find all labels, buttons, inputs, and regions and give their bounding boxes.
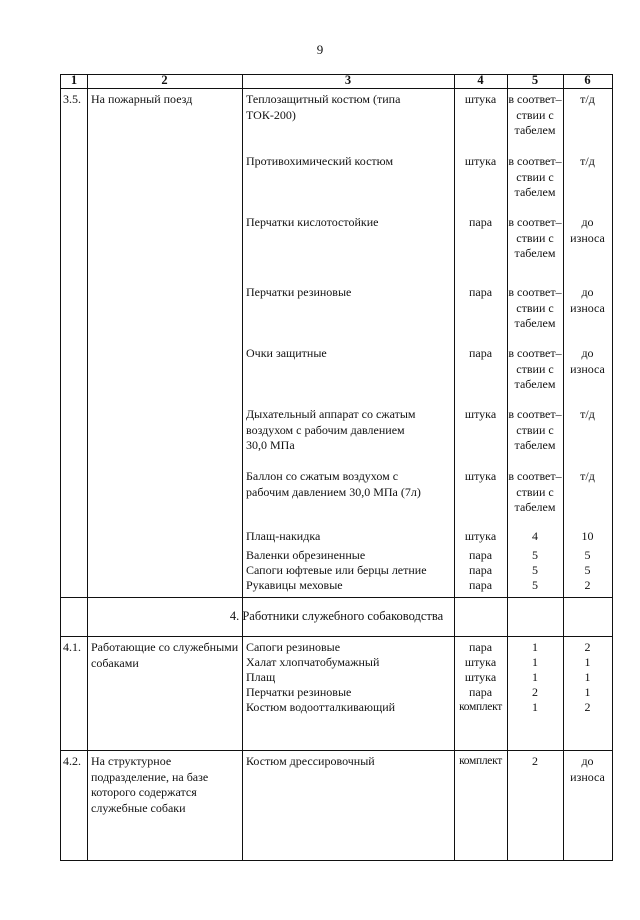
item-unit: штука (464, 92, 497, 106)
item-qty: 5 (532, 548, 538, 562)
item-term: 2 (584, 640, 591, 654)
item-term: 5 (584, 563, 591, 577)
item-qty: 5 (532, 563, 538, 577)
row-number: 3.5. (63, 92, 81, 106)
item-name: Дыхательный аппарат со сжатым воздухом с рабочим давлением 30,0 МПа (246, 407, 416, 452)
row-category: Работающие со служебными собаками (91, 640, 239, 670)
item-unit: пара (468, 640, 493, 654)
col-divider-1 (87, 74, 88, 860)
item-name: Плащ (246, 670, 276, 684)
item-term: 5 (584, 548, 591, 562)
header-col-2: 2 (161, 73, 168, 87)
item-unit: пара (468, 578, 493, 592)
item-unit: штука (464, 655, 497, 669)
item-name: Халат хлопчатобумажный (246, 655, 380, 669)
item-qty: 2 (532, 754, 538, 768)
item-unit: комплект (459, 755, 502, 767)
col-divider-5 (563, 74, 564, 860)
section-4-bottom-border (61, 636, 612, 637)
item-qty: 5 (532, 578, 538, 592)
item-name: Перчатки резиновые (246, 685, 352, 699)
row-35-bottom-border (61, 597, 612, 598)
item-name: Валенки обрезиненные (246, 548, 366, 562)
item-qty: 1 (532, 670, 538, 684)
item-qty: 1 (532, 640, 538, 654)
item-name: Противохимический костюм (246, 154, 394, 168)
item-unit: штука (464, 154, 497, 168)
row-category: На пожарный поезд (91, 92, 193, 106)
item-unit: штука (464, 407, 497, 421)
row-category: На структурное подразделение, на базе которого содержатся служебные собаки (91, 754, 209, 815)
item-term: 1 (584, 670, 591, 684)
item-qty: в соответ–ствии с табелем (508, 154, 562, 199)
item-qty: в соответ–ствии с табелем (508, 285, 562, 330)
row-number: 4.1. (63, 640, 81, 654)
item-term: до износа (570, 346, 605, 376)
item-name: Перчатки резиновые (246, 285, 352, 299)
item-term: до износа (570, 215, 605, 245)
item-unit: штука (464, 529, 497, 543)
item-term: 1 (584, 655, 591, 669)
item-name: Костюм водоотталкивающий (246, 700, 396, 714)
item-unit: пара (468, 346, 493, 360)
page-number: 9 (316, 42, 324, 57)
item-unit: комплект (459, 701, 502, 713)
header-col-6: 6 (584, 73, 591, 87)
item-term: т/д (580, 407, 595, 421)
item-name: Перчатки кислотостойкие (246, 215, 379, 229)
item-unit: пара (468, 563, 493, 577)
row-number: 4.2. (63, 754, 81, 768)
item-term: 2 (584, 578, 591, 592)
item-qty: в соответ–ствии с табелем (508, 346, 562, 391)
row-41-bottom-border (61, 750, 612, 751)
item-qty: 4 (532, 529, 538, 543)
item-unit: пара (468, 685, 493, 699)
col-divider-2 (242, 74, 243, 860)
item-name: Теплозащитный костюм (типа ТОК-200) (246, 92, 401, 122)
item-term: до износа (570, 285, 605, 315)
item-term: 1 (584, 685, 591, 699)
item-unit: штука (464, 469, 497, 483)
item-qty: 2 (532, 685, 538, 699)
header-col-3: 3 (344, 73, 352, 87)
item-term: до износа (570, 754, 605, 784)
item-name: Сапоги юфтевые или берцы летние (246, 563, 427, 577)
item-qty: в соответ–ствии с табелем (508, 469, 562, 514)
item-qty: в соответ–ствии с табелем (508, 215, 562, 260)
item-term: т/д (580, 469, 595, 483)
item-term: 10 (581, 529, 594, 543)
item-qty: 1 (532, 655, 538, 669)
item-term: т/д (580, 154, 595, 168)
item-name: Костюм дрессировочный (246, 754, 375, 768)
item-name: Очки защитные (246, 346, 327, 360)
item-qty: 1 (532, 700, 538, 714)
item-name: Баллон со сжатым воздухом с рабочим давлением 30,0 МПа (7л) (246, 469, 421, 499)
table (60, 74, 613, 861)
item-unit: штука (464, 670, 497, 684)
item-term: т/д (580, 92, 595, 106)
header-col-5: 5 (531, 73, 539, 87)
item-qty: в соответ–ствии с табелем (508, 92, 562, 137)
item-unit: пара (468, 548, 493, 562)
item-unit: пара (468, 285, 493, 299)
item-name: Рукавицы меховые (246, 578, 343, 592)
item-term: 2 (584, 700, 591, 714)
item-name: Плащ-накидка (246, 529, 321, 543)
item-unit: пара (468, 215, 493, 229)
section-title: 4. Работники служебного собаководства (229, 609, 444, 623)
header-bottom-border (61, 88, 612, 89)
item-qty: в соответ–ствии с табелем (508, 407, 562, 452)
item-name: Сапоги резиновые (246, 640, 341, 654)
col-divider-3 (454, 74, 455, 860)
header-col-4: 4 (477, 73, 484, 87)
header-col-1: 1 (70, 73, 78, 87)
